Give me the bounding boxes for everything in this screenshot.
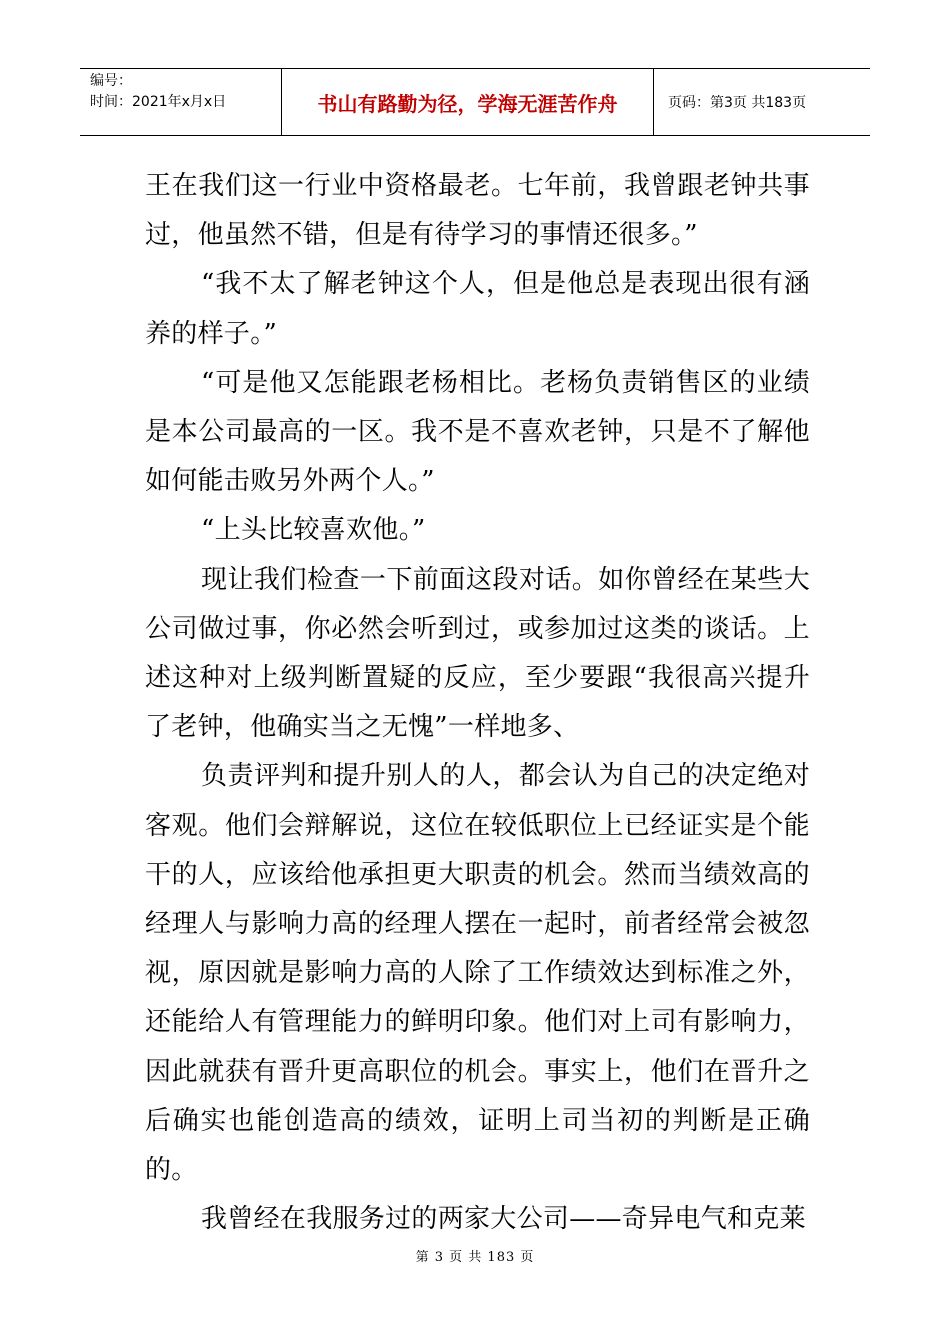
page-footer: 第 3 页 共 183 页 [415,1250,535,1265]
page-header [80,68,870,136]
paragraph: “我不太了解老钟这个人，但是他总是表现出很有涵养的样子。” [145,269,810,349]
header-page-info: 页码：第3页 共183页 [668,95,807,111]
paragraph: 王在我们这一行业中资格最老。七年前，我曾跟老钟共事过，他虽然不错，但是有待学习的事情还很多。” [145,171,810,251]
paragraph: 负责评判和提升别人的人，都会认为自己的决定绝对客观。他们会辩解说，这位在较低职位上已经证实是个能干的人，应该给他承担更大职责的机会。然而当绩效高的经理人与影响力高的经理人摆在一起时，前者经常会被忽视，原因就是影响力高的人除了工作绩效达到标准之外，还能给人有管理能力的鲜明印象。他们对上司有影响力，因此就获有晋升更高职位的机会。事实上，他们在晋升之后确实也能创造高的绩效，证明上司当初的判断是正确的。 [145,761,810,1186]
header-motto: 书山有路勤为径，学海无涯苦作舟 [282,69,654,135]
paragraph: “可是他又怎能跟老杨相比。老杨负责销售区的业绩是本公司最高的一区。我不是不喜欢老钟，只是不了解他如何能击败另外两个人。” [145,367,810,497]
paragraph: 我曾经在我服务过的两家大公司——奇异电气和克莱 [201,1204,806,1235]
doc-time-label: 时间：2021年x月x日 [90,94,227,110]
document-body [145,162,810,1244]
header-meta [80,69,282,135]
doc-number-label: 编号： [90,73,132,89]
paragraph: “上头比较喜欢他。” [201,515,426,546]
paragraph: 现让我们检查一下前面这段对话。如你曾经在某些大公司做过事，你必然会听到过，或参加过这类的谈话。上述这种对上级判断置疑的反应，至少要跟“我很高兴提升了老钟，他确实当之无愧”一样地多、 [145,564,810,743]
